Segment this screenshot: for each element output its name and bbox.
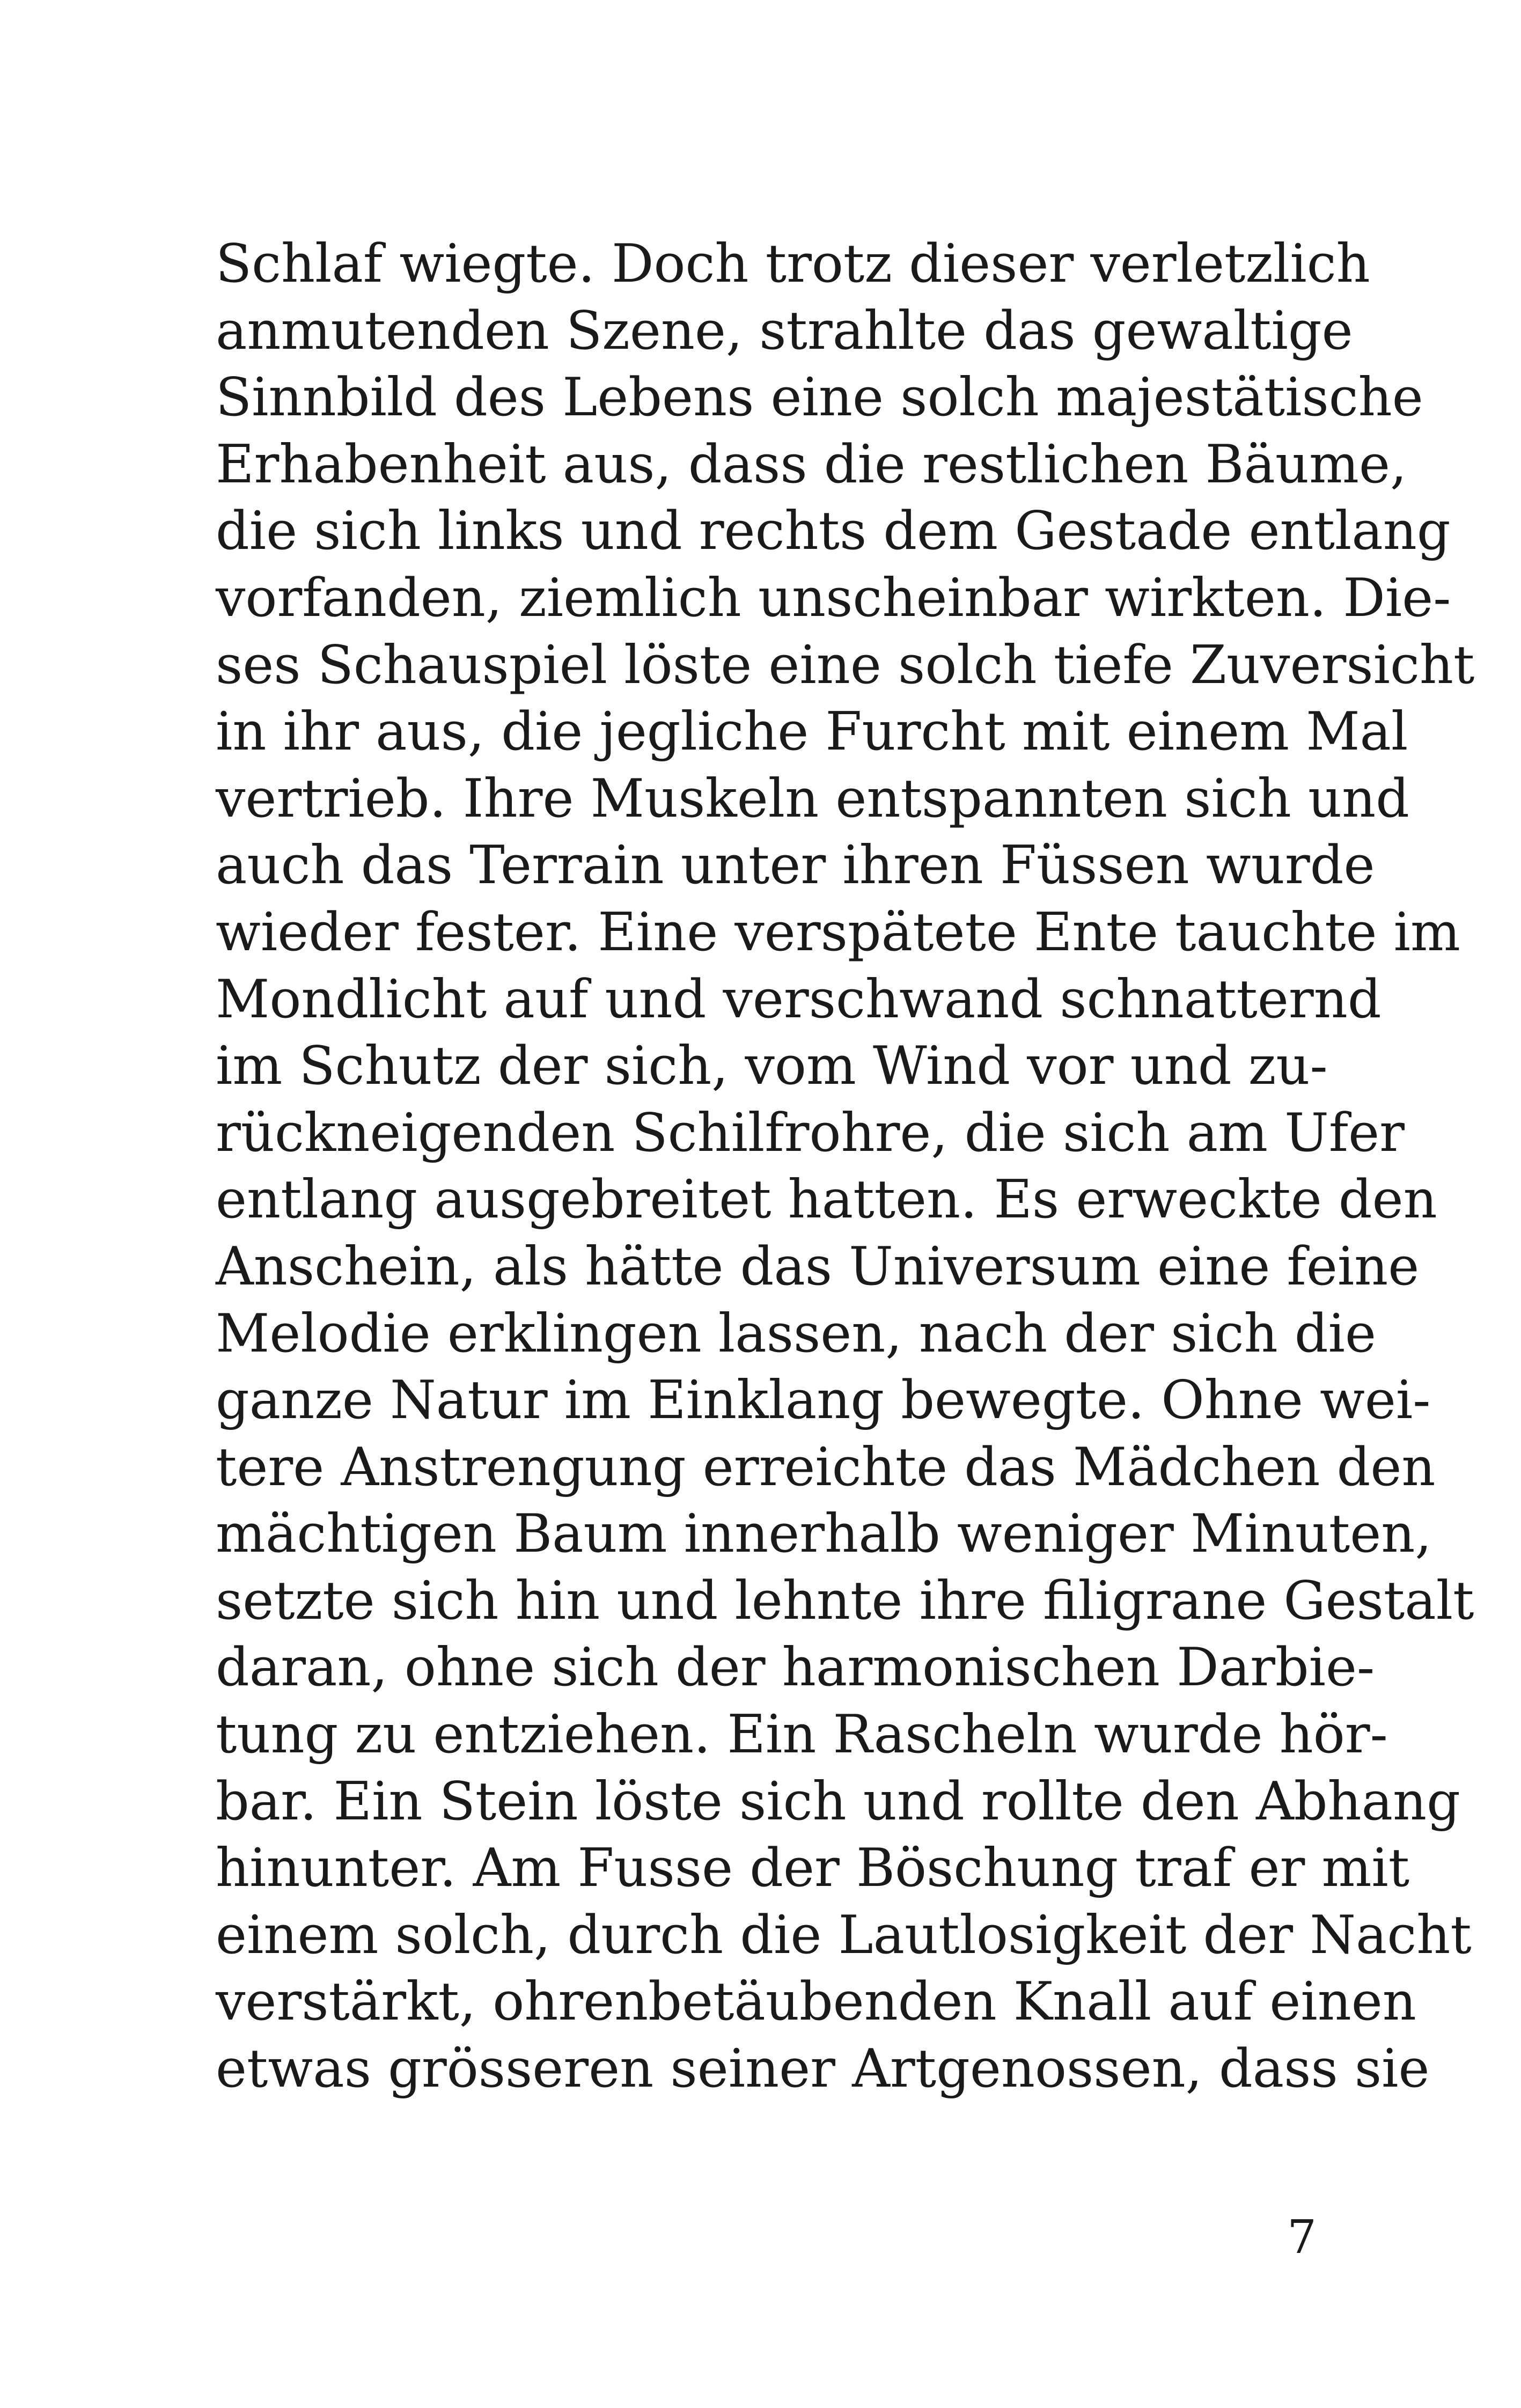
text-line-28: etwas grösseren seiner Artgenossen, dass sie (216, 2038, 1430, 2100)
text-line-6: vorfanden, ziemlich unscheinbar wirkten. Die- (216, 567, 1451, 629)
text-line-26: einem solch, durch die Lautlosigkeit der Nacht (216, 1904, 1472, 1966)
text-line-7: ses Schauspiel löste eine solch tiefe Zuversicht (216, 634, 1475, 696)
text-line-5: die sich links und rechts dem Gestade entlang (216, 501, 1451, 562)
text-line-23: tung zu entziehen. Ein Rascheln wurde hör- (216, 1704, 1388, 1766)
text-line-13: im Schutz der sich, vom Wind vor und zu- (216, 1036, 1328, 1097)
text-line-20: mächtigen Baum innerhalb weniger Minuten, (216, 1503, 1432, 1565)
text-line-22: daran, ohne sich der harmonischen Darbie- (216, 1637, 1375, 1699)
text-line-1: Schlaf wiegte. Doch trotz dieser verletzlich (216, 233, 1370, 295)
text-line-8: in ihr aus, die jegliche Furcht mit einem Mal (216, 701, 1408, 763)
text-line-4: Erhabenheit aus, dass die restlichen Bäume, (216, 434, 1407, 495)
text-line-10: auch das Terrain unter ihren Füssen wurde (216, 835, 1375, 897)
text-line-21: setzte sich hin und lehnte ihre filigrane Gestalt (216, 1570, 1474, 1632)
text-line-25: hinunter. Am Fusse der Böschung traf er mit (216, 1838, 1410, 1899)
page-number: 7 (1287, 2211, 1317, 2264)
text-line-3: Sinnbild des Lebens eine solch majestätische (216, 367, 1423, 429)
text-line-11: wieder fester. Eine verspätete Ente tauchte im (216, 901, 1460, 963)
text-line-12: Mondlicht auf und verschwand schnatternd (216, 968, 1382, 1030)
text-line-2: anmutenden Szene, strahlte das gewaltige (216, 300, 1353, 362)
text-line-27: verstärkt, ohrenbetäubenden Knall auf einen (216, 1971, 1416, 2033)
body-text (216, 231, 1475, 2103)
text-line-17: Melodie erklingen lassen, nach der sich die (216, 1303, 1376, 1364)
text-line-19: tere Anstrengung erreichte das Mädchen den (216, 1436, 1436, 1498)
text-line-18: ganze Natur im Einklang bewegte. Ohne wei- (216, 1370, 1431, 1431)
text-line-9: vertrieb. Ihre Muskeln entspannten sich und (216, 768, 1409, 829)
text-line-16: Anschein, als hätte das Universum eine feine (216, 1236, 1420, 1297)
text-line-14: rückneigenden Schilfrohre, die sich am Ufer (216, 1102, 1405, 1164)
text-line-15: entlang ausgebreitet hatten. Es erweckte den (216, 1169, 1437, 1231)
text-line-24: bar. Ein Stein löste sich und rollte den Abhang (216, 1771, 1460, 1832)
